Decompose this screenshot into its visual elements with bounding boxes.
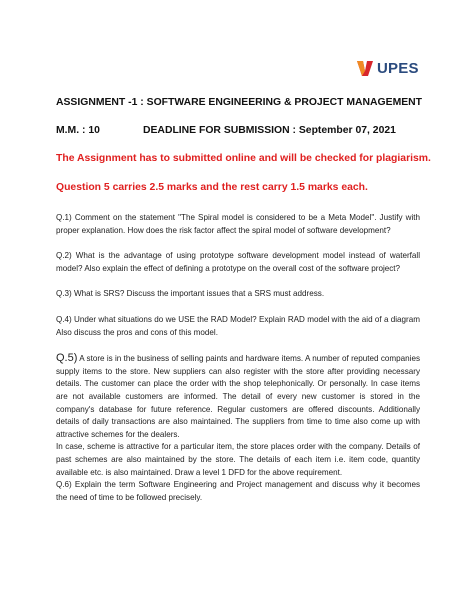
question-5-text: A store is in the business of selling paints and hardware items. A number of reputed companies supply items to the store. New suppliers can also register with the store after providing necessary details. The customer can place the order with the shop telephonically. Or personally. In case items are not available customers are informed. The detail of every new customer is stored in the company's database for future reference. Regular customers are offered discounts. Additionally details of daily transactions are also maintained. The suppliers from time to time also come up with attractive schemes for the dealers. xyxy=(56,354,420,439)
question-1: Q.1) Comment on the statement "The Spiral model is considered to be a Meta Model". Justify with proper explanation. How does the risk factor affect the spiral model of software development? xyxy=(56,213,420,235)
plagiarism-notice: The Assignment has to submitted online and will be checked for plagiarism. xyxy=(56,153,431,164)
logo-text: UPES xyxy=(377,59,419,77)
upes-emblem-icon xyxy=(355,58,375,78)
question-5-number: Q.5) xyxy=(56,352,78,365)
max-marks: M.M. : 10 xyxy=(56,125,100,136)
question-5-continued: In case, scheme is attractive for a particular item, the store places order with the company. Details of past schemes are also maintained by the store. The details of each item i.e. item code, quantity available etc. is also maintained. Draw a level 1 DFD for the above requirement. xyxy=(56,442,420,477)
marks-deadline-row xyxy=(56,124,420,137)
submission-deadline: DEADLINE FOR SUBMISSION : September 07, 2021 xyxy=(143,125,396,136)
question-3: Q.3) What is SRS? Discuss the important issues that a SRS must address. xyxy=(56,289,325,299)
assignment-title: ASSIGNMENT -1 : SOFTWARE ENGINEERING & PROJECT MANAGEMENT xyxy=(56,97,423,108)
document-body xyxy=(56,96,431,504)
question-5 xyxy=(56,352,420,441)
question-4: Q.4) Under what situations do we USE the RAD Model? Explain RAD model with the aid of a diagram Also discuss the pros and cons of this model. xyxy=(56,314,420,337)
question-6: Q.6) Explain the term Software Engineering and Project management and discuss why it becomes the need of time to be followed precisely. xyxy=(56,480,420,502)
question-2: Q.2) What is the advantage of using prototype software development model instead of waterfall model? Also explain the effect of defining a prototype on the overall cost of the software project? xyxy=(56,251,420,273)
upes-logo xyxy=(355,58,419,78)
marks-notice: Question 5 carries 2.5 marks and the rest carry 1.5 marks each. xyxy=(56,182,368,193)
